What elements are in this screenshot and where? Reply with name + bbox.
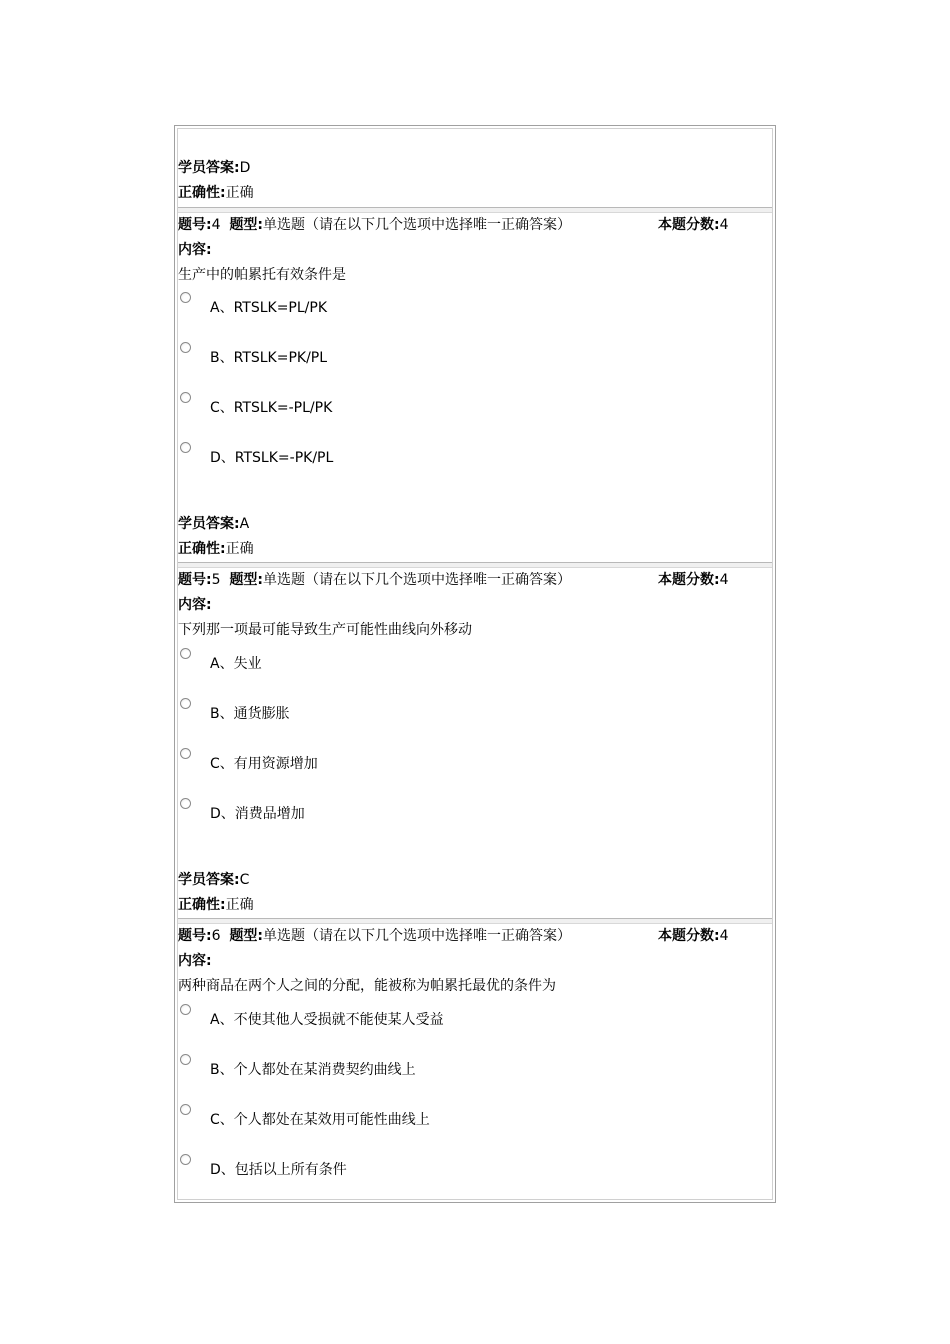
score-label: 本题分数:	[658, 928, 720, 944]
correctness-value: 正确	[225, 541, 254, 557]
option-b-radio[interactable]	[180, 342, 191, 353]
option-a-label[interactable]: A、失业	[210, 656, 262, 672]
question-number-label: 题号:	[178, 572, 212, 588]
student-answer-row	[178, 870, 249, 890]
option-c-label[interactable]: C、RTSLK=-PL/PK	[210, 400, 333, 416]
question-type: 单选题（请在以下几个选项中选择唯一正确答案）	[263, 572, 572, 588]
option-d-radio[interactable]	[180, 1154, 191, 1165]
option-d-label[interactable]: D、消费品增加	[210, 806, 305, 822]
student-answer-row	[178, 158, 250, 178]
option-a-radio[interactable]	[180, 648, 191, 659]
correctness-row	[178, 183, 254, 203]
option-a-label[interactable]: A、RTSLK=PL/PK	[210, 300, 328, 316]
option-b-label[interactable]: B、通货膨胀	[210, 706, 290, 722]
score-label: 本题分数:	[658, 572, 720, 588]
student-answer-value: A	[239, 516, 250, 532]
score-label: 本题分数:	[658, 217, 720, 233]
correctness-label: 正确性:	[178, 897, 226, 913]
score-value: 4	[719, 217, 729, 233]
student-answer-label: 学员答案:	[178, 872, 240, 888]
question-stem: 两种商品在两个人之间的分配，能被称为帕累托最优的条件为	[178, 978, 556, 994]
option-c-radio[interactable]	[180, 392, 191, 403]
student-answer-label: 学员答案:	[178, 516, 240, 532]
correctness-label: 正确性:	[178, 541, 226, 557]
separator	[178, 562, 772, 568]
separator	[178, 207, 772, 213]
correctness-row	[178, 895, 254, 915]
question-header	[178, 215, 571, 235]
question-stem: 生产中的帕累托有效条件是	[178, 267, 346, 283]
question-number: 6	[211, 928, 221, 944]
separator	[178, 918, 772, 924]
student-answer-value: D	[239, 160, 251, 176]
correctness-row	[178, 539, 254, 559]
question-stem: 下列那一项最可能导致生产可能性曲线向外移动	[178, 622, 472, 638]
question-type: 单选题（请在以下几个选项中选择唯一正确答案）	[263, 217, 572, 233]
content-label: 内容:	[178, 597, 212, 613]
option-c-label[interactable]: C、有用资源增加	[210, 756, 318, 772]
option-b-radio[interactable]	[180, 1054, 191, 1065]
question-type-label: 题型:	[229, 928, 264, 944]
question-header	[178, 926, 571, 946]
option-c-label[interactable]: C、个人都处在某效用可能性曲线上	[210, 1112, 430, 1128]
option-c-radio[interactable]	[180, 748, 191, 759]
student-answer-row	[178, 514, 249, 534]
option-b-radio[interactable]	[180, 698, 191, 709]
question-header	[178, 570, 571, 590]
correctness-value: 正确	[225, 185, 254, 201]
quiz-review-panel	[174, 125, 776, 1203]
question-number: 5	[211, 572, 221, 588]
option-b-label[interactable]: B、个人都处在某消费契约曲线上	[210, 1062, 416, 1078]
question-type-label: 题型:	[229, 572, 264, 588]
option-c-radio[interactable]	[180, 1104, 191, 1115]
question-score	[658, 570, 729, 590]
student-answer-value: C	[239, 872, 250, 888]
question-type-label: 题型:	[229, 217, 264, 233]
option-d-label[interactable]: D、包括以上所有条件	[210, 1162, 347, 1178]
option-d-label[interactable]: D、RTSLK=-PK/PL	[210, 450, 334, 466]
question-number-label: 题号:	[178, 928, 212, 944]
option-a-label[interactable]: A、不使其他人受损就不能使某人受益	[210, 1012, 444, 1028]
option-d-radio[interactable]	[180, 798, 191, 809]
score-value: 4	[719, 928, 729, 944]
option-a-radio[interactable]	[180, 292, 191, 303]
option-a-radio[interactable]	[180, 1004, 191, 1015]
question-score	[658, 926, 729, 946]
correctness-label: 正确性:	[178, 185, 226, 201]
content-label: 内容:	[178, 953, 212, 969]
question-type: 单选题（请在以下几个选项中选择唯一正确答案）	[263, 928, 572, 944]
question-score	[658, 215, 729, 235]
student-answer-label: 学员答案:	[178, 160, 240, 176]
score-value: 4	[719, 572, 729, 588]
option-b-label[interactable]: B、RTSLK=PK/PL	[210, 350, 328, 366]
option-d-radio[interactable]	[180, 442, 191, 453]
content-label: 内容:	[178, 242, 212, 258]
question-number: 4	[211, 217, 221, 233]
correctness-value: 正确	[225, 897, 254, 913]
question-number-label: 题号:	[178, 217, 212, 233]
